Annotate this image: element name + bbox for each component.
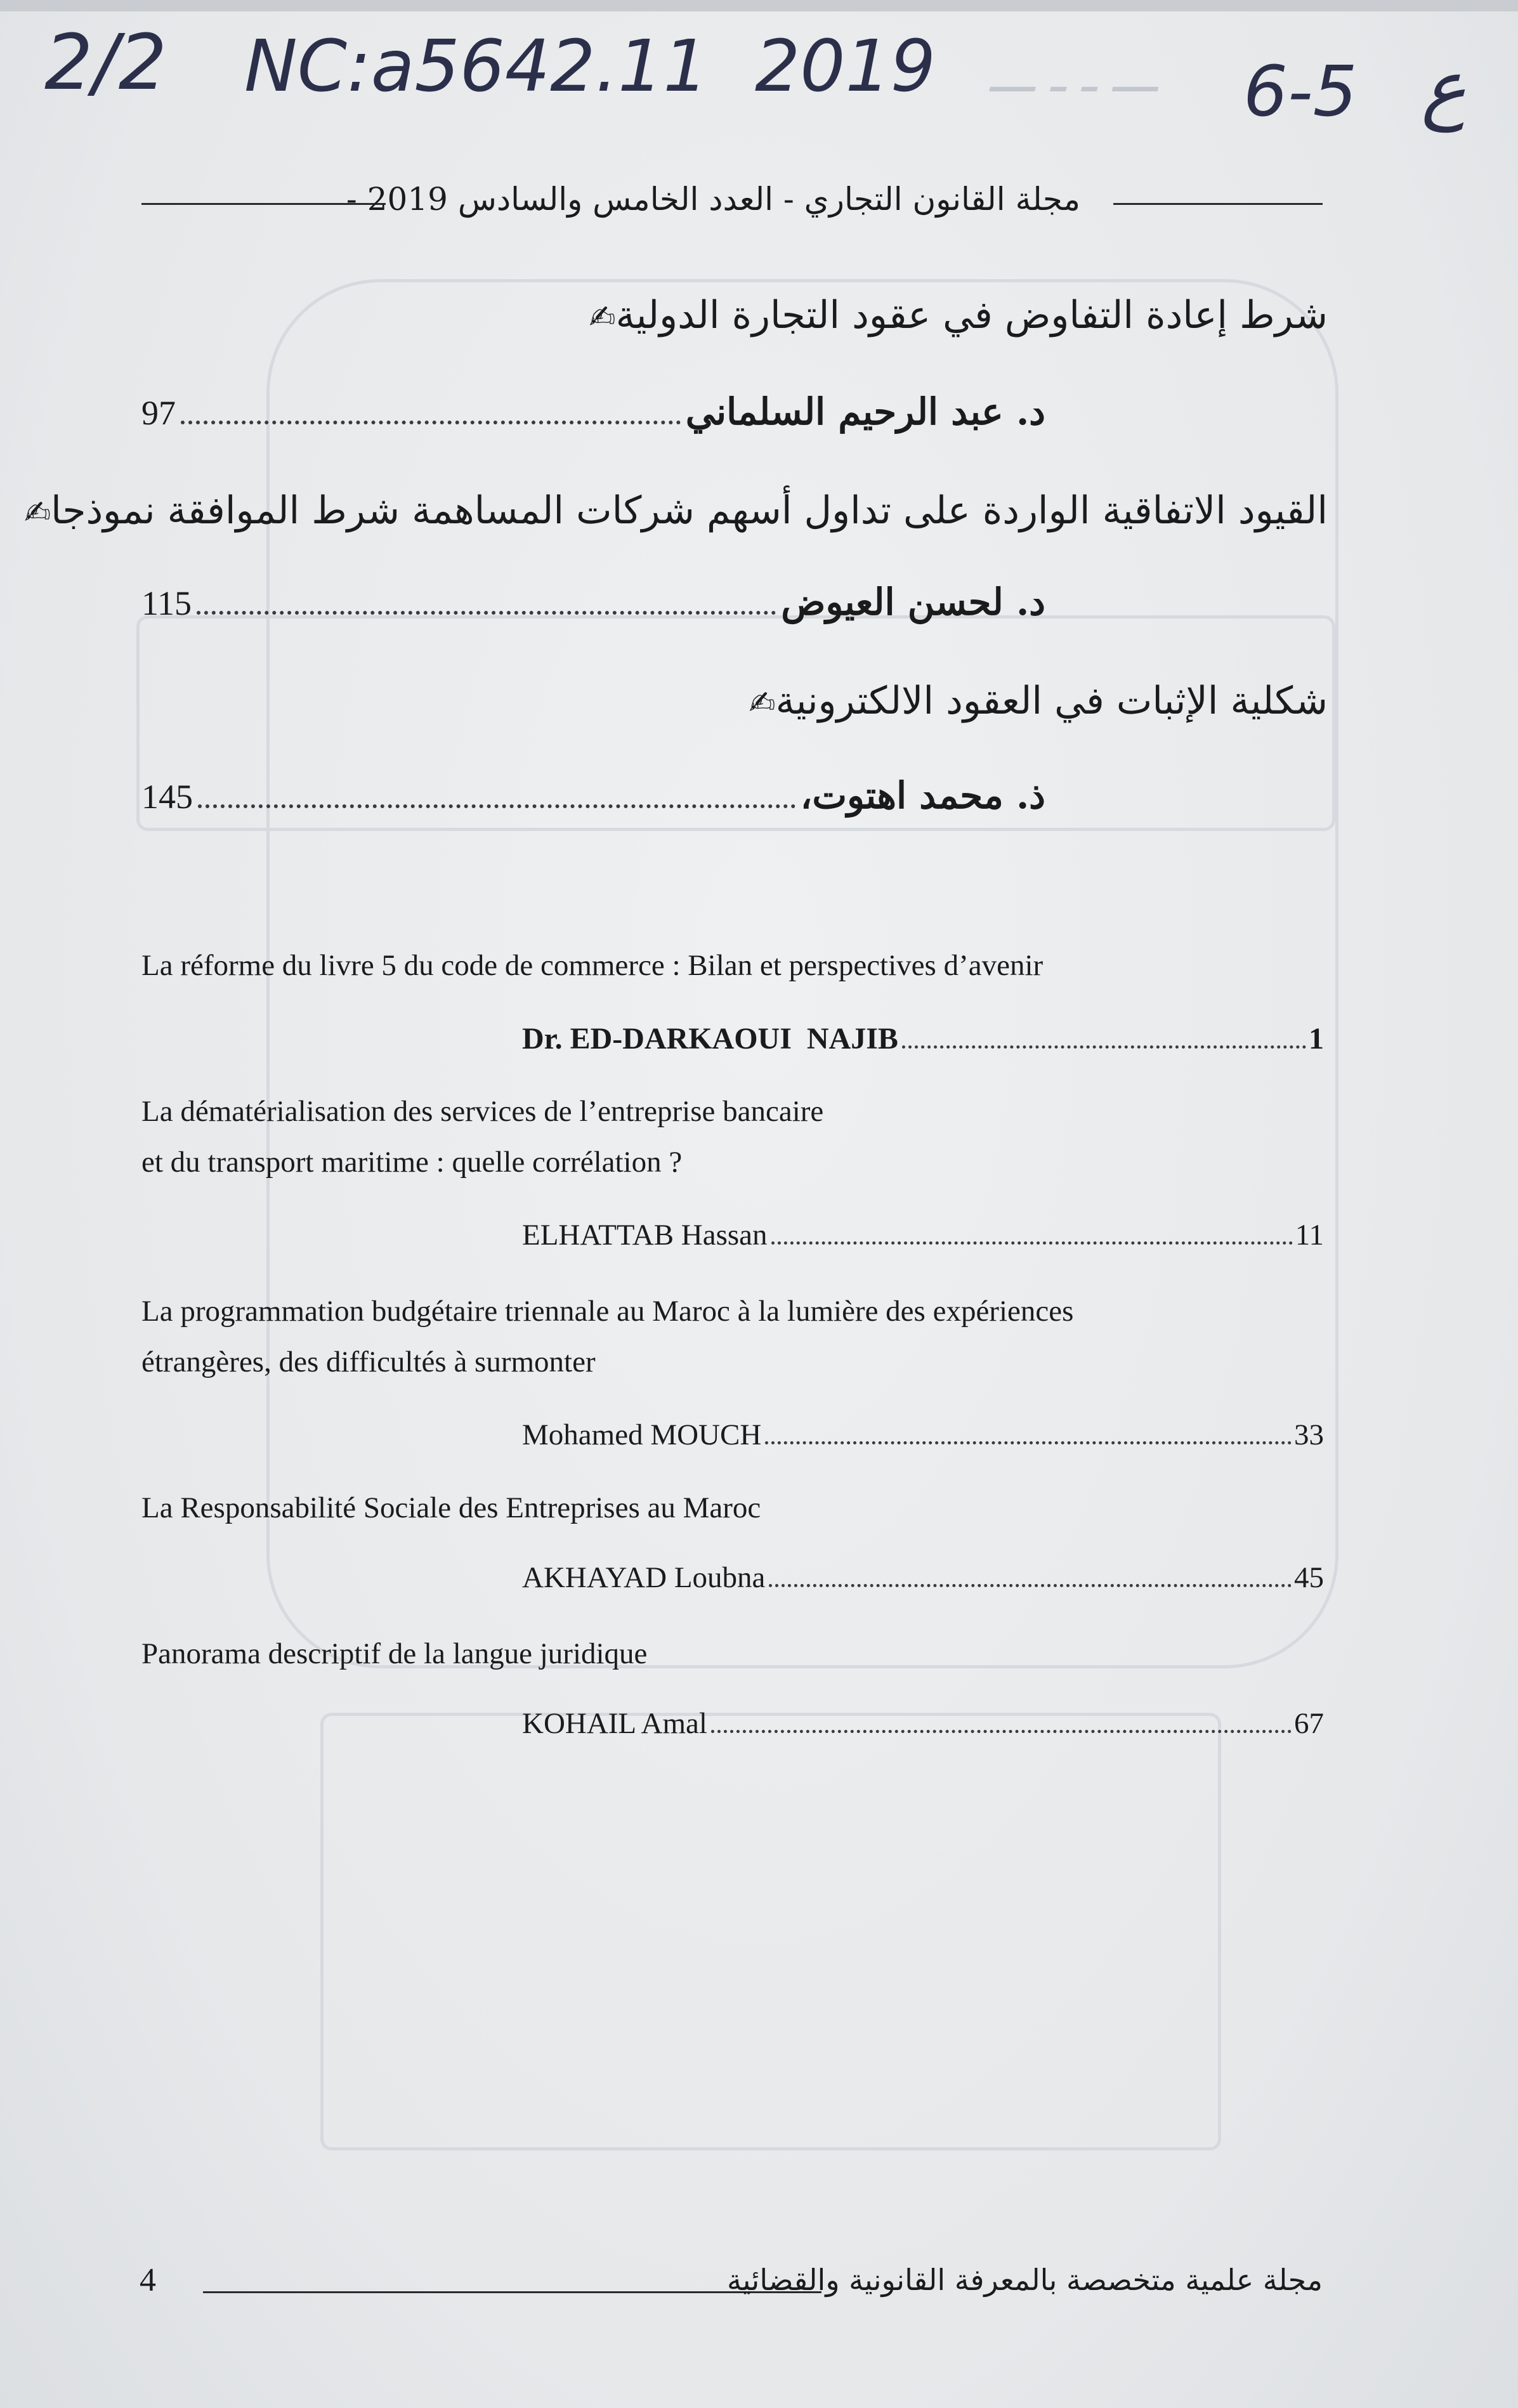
ar-entry-author-line <box>141 390 1045 433</box>
footer-journal-description: مجلة علمية متخصصة بالمعرفة القانونية والقضائية <box>727 2263 1323 2297</box>
fr-entry-page: 45 <box>1294 1561 1324 1594</box>
fr-entry-author: AKHAYAD Loubna <box>522 1561 766 1594</box>
ar-entry-title <box>740 679 1328 723</box>
ar-entry-title <box>580 293 1328 337</box>
footer-page-number: 4 <box>140 2262 156 2298</box>
bleed-through-box-lower <box>320 1713 1221 2150</box>
ar-entry-author-line <box>141 774 1045 817</box>
fr-entry-author-line <box>522 1218 1324 1252</box>
ar-entry-author: د. لحسن العيوض <box>781 580 1045 624</box>
fr-entry-page: 67 <box>1294 1707 1324 1740</box>
leader-dots <box>197 611 776 615</box>
fr-entry-author-line <box>522 1021 1324 1056</box>
leader-dots <box>711 1730 1292 1733</box>
leader-dots <box>765 1441 1292 1444</box>
handwriting-show-through: ـــ ـ ـ ـــ <box>990 44 1157 103</box>
fr-entry-author-line <box>522 1418 1324 1452</box>
leader-dots <box>902 1045 1306 1049</box>
ar-entry-title-text: شرط إعادة التفاوض في عقود التجارة الدولية <box>615 293 1328 337</box>
leader-dots <box>198 804 795 808</box>
handwritten-call-number: NC:a5642.11 <box>244 25 709 108</box>
fr-entry-author-line <box>522 1706 1324 1741</box>
fr-entry-author: Dr. ED-DARKAOUI NAJIB <box>522 1022 898 1056</box>
fr-entry-title: étrangères, des difficultés à surmonter <box>141 1345 596 1378</box>
fr-entry-author: Mohamed MOUCH <box>522 1418 762 1451</box>
ar-entry-page: 115 <box>141 584 192 622</box>
ar-entry-title <box>15 488 1328 533</box>
ar-entry-title-text: القيود الاتفاقية الواردة على تداول أسهم شركات المساهمة شرط الموافقة نموذجا <box>51 488 1328 533</box>
header-rule-right <box>1113 203 1323 205</box>
fr-entry-author: KOHAIL Amal <box>522 1707 707 1740</box>
page-top-edge <box>0 0 1518 11</box>
ar-entry-title-text: شكلية الإثبات في العقود الالكترونية <box>775 679 1328 723</box>
ar-entry-author-line <box>141 580 1045 624</box>
fr-entry-title: La dématérialisation des services de l’entreprise bancaire <box>141 1095 824 1128</box>
ar-entry-author: ذ. محمد اهتوت، <box>800 774 1045 817</box>
writing-hand-icon: ✍ <box>24 494 51 531</box>
fr-entry-title: La Responsabilité Sociale des Entreprises au Maroc <box>141 1491 761 1524</box>
fr-entry-title: et du transport maritime : quelle corrélation ? <box>141 1146 683 1179</box>
handwritten-issue-numbers: 6-5 <box>1243 51 1358 132</box>
fr-entry-page: 11 <box>1295 1219 1324 1252</box>
ar-entry-author: د. عبد الرحيم السلماني <box>685 390 1045 433</box>
fr-entry-title: La réforme du livre 5 du code de commerce : Bilan et perspectives d’avenir <box>141 949 1044 982</box>
writing-hand-icon: ✍ <box>589 299 616 336</box>
fr-entry-author: ELHATTAB Hassan <box>522 1219 768 1252</box>
ar-entry-page: 145 <box>141 778 193 816</box>
journal-header: مجلة القانون التجاري - العدد الخامس والسادس 2019 - <box>346 181 1080 218</box>
fr-entry-title: Panorama descriptif de la langue juridique <box>141 1637 648 1670</box>
writing-hand-icon: ✍ <box>749 684 776 721</box>
leader-dots <box>181 421 681 424</box>
leader-dots <box>771 1241 1293 1245</box>
handwritten-year: 2019 <box>755 25 936 108</box>
handwritten-issue-label: ع <box>1421 44 1467 133</box>
fr-entry-page: 1 <box>1309 1022 1324 1056</box>
ar-entry-page: 97 <box>141 394 176 432</box>
fr-entry-author-line <box>522 1561 1324 1595</box>
fr-entry-title: La programmation budgétaire triennale au Maroc à la lumière des expériences <box>141 1295 1074 1328</box>
leader-dots <box>769 1584 1292 1587</box>
fr-entry-page: 33 <box>1294 1418 1324 1451</box>
handwritten-fraction: 2/2 <box>44 19 167 107</box>
